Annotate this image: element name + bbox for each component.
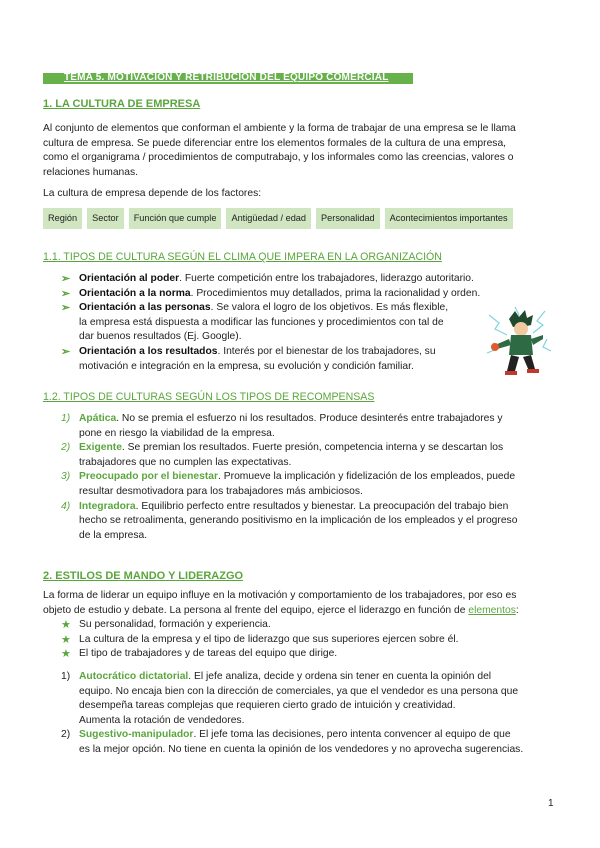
- star-bullet-icon: ★: [61, 633, 71, 646]
- item-text: La cultura de la empresa y el tipo de liderazgo que sus superiores ejercen sobre él.: [79, 633, 459, 645]
- star-bullet-icon: ★: [61, 619, 71, 631]
- item-text: hecho se retroalimenta, generando positivismo en la implicación de los empleados y el progreso: [79, 515, 518, 527]
- item-text: . El jefe toma las decisiones, pero intenta convencer al equipo de que: [193, 729, 511, 741]
- item-text: Su personalidad, formación y experiencia.: [79, 619, 271, 630]
- list-item: [61, 728, 561, 757]
- item-text: . Se premian los resultados. Fuerte presión, competencia interna y se descartan los: [121, 442, 504, 454]
- text-line: objeto de estudio y debate. La persona al frente del equipo, ejerce el liderazgo en función de: [43, 604, 469, 616]
- page-number: 1: [548, 798, 554, 809]
- item-number: 1): [61, 671, 71, 682]
- item-text: trabajadores que no cumplen las expectativas.: [79, 456, 292, 468]
- arrow-bullet-icon: ➢: [61, 302, 71, 315]
- item-text: resultar desmotivadora para los trabajadores más ambiciosos.: [79, 485, 363, 497]
- factors-tags: [43, 208, 513, 229]
- factor-tag: Personalidad: [316, 208, 380, 229]
- item-text: pone en riesgo la viabilidad de la empresa.: [79, 427, 275, 439]
- elementos-link[interactable]: elementos: [468, 604, 516, 616]
- item-number: 2): [61, 442, 71, 454]
- item-text: El tipo de trabajadores y de tareas del equipo que dirige.: [79, 648, 338, 660]
- section-1-intro: [43, 122, 558, 180]
- item-text: motivación e integración en la empresa, su evolución y condición familiar.: [79, 360, 414, 372]
- star-bullet-icon: ★: [61, 648, 71, 661]
- section-1-2-heading: 1.2. TIPOS DE CULTURAS SEGÚN LOS TIPOS DE RECOMPENSAS: [43, 391, 375, 403]
- item-number: 3): [61, 471, 71, 483]
- item-text: dar buenos resultados (Ej. Google).: [79, 331, 242, 343]
- item-text: . Fuerte competición entre los trabajadores, liderazgo autoritario.: [179, 273, 474, 284]
- factors-intro: La cultura de empresa depende de los factores:: [43, 188, 262, 199]
- character-illustration: [485, 305, 555, 377]
- section-2-heading: 2. ESTILOS DE MANDO Y LIDERAZGO: [43, 570, 244, 582]
- item-text: equipo. No encaja bien con la dirección de comerciales, ya que el vendedor es una persona que: [79, 685, 519, 697]
- document-title: TEMA 5. MOTIVACIÓN Y RETRIBUCIÓN DEL EQUIPO COMERCIAL: [64, 72, 389, 83]
- item-number: 4): [61, 500, 71, 512]
- text-line: Al conjunto de elementos que conforman el ambiente y la forma de trabajar de una empresa se le llama: [43, 123, 516, 134]
- list-item: [61, 272, 561, 287]
- text-line: como el organigrama / procedimientos de computrabajo, y los informales como las creencias, valores o: [43, 152, 514, 164]
- item-term: Apática: [79, 413, 117, 424]
- section-2-intro: [43, 589, 558, 618]
- item-term: Orientación a la norma: [79, 287, 191, 299]
- leadership-elements-list: [61, 618, 561, 662]
- item-text: . No se premia el esfuerzo ni los resultados. Produce desinterés entre trabajadores y: [116, 413, 503, 424]
- item-number: 2): [61, 729, 71, 741]
- item-text: . Promueve la implicación y fidelización de los empleados, puede: [218, 471, 516, 483]
- item-text: es la mejor opción. No tiene en cuenta la opinión de los vendedores y no aprovecha sugerencias.: [79, 743, 524, 755]
- item-text: . Procedimientos muy detallados, prima la racionalidad y orden.: [190, 287, 481, 299]
- leadership-styles-list: [61, 670, 561, 758]
- list-item: [61, 500, 561, 544]
- factor-tag: Sector: [87, 208, 124, 229]
- list-item: [61, 441, 561, 470]
- text-line: cultura de empresa. Se puede diferenciar entre los elementos formales de la cultura de una empresa,: [43, 137, 507, 149]
- item-text: . Interés por el bienestar de los trabajadores, su: [217, 345, 436, 357]
- item-text: desempeña tareas complejas que requieren cierto grado de intuición y creatividad.: [79, 700, 456, 712]
- item-term: Orientación a los resultados: [79, 345, 218, 357]
- text-punct: :: [515, 604, 519, 616]
- item-term: Orientación al poder: [79, 273, 180, 284]
- item-term: Exigente: [79, 442, 122, 454]
- arrow-bullet-icon: ➢: [61, 273, 71, 285]
- factor-tag: Acontecimientos importantes: [385, 208, 513, 229]
- item-text: Aumenta la rotación de vendedores.: [79, 714, 245, 726]
- section-1-1-heading: 1.1. TIPOS DE CULTURA SEGÚN EL CLIMA QUE IMPERA EN LA ORGANIZACIÓN: [43, 251, 442, 263]
- text-line: relaciones humanas.: [43, 166, 139, 178]
- arrow-bullet-icon: ➢: [61, 287, 71, 300]
- factor-tag: Región: [43, 208, 82, 229]
- item-term: Sugestivo-manipulador: [79, 729, 194, 741]
- arrow-bullet-icon: ➢: [61, 345, 71, 358]
- list-item: [61, 470, 561, 499]
- section-1-heading: 1. LA CULTURA DE EMPRESA: [43, 98, 201, 110]
- item-text: . El jefe analiza, decide y ordena sin tener en cuenta la opinión del: [188, 671, 492, 682]
- item-text: . Se valora el logro de los objetivos. Es más flexible,: [210, 302, 449, 314]
- item-term: Autocrático dictatorial: [79, 671, 189, 682]
- list-item: [61, 412, 561, 441]
- item-number: 1): [61, 413, 71, 424]
- factor-tag: Antigüedad / edad: [226, 208, 311, 229]
- rewards-list: [61, 412, 561, 543]
- item-text: la empresa está dispuesta a modificar las funciones y procedimientos con tal de: [79, 316, 444, 328]
- list-item: [61, 287, 561, 302]
- list-item: [61, 633, 561, 648]
- list-item: [61, 647, 561, 662]
- list-item: [61, 670, 561, 728]
- item-text: . Equilibrio perfecto entre resultados y bienestar. La preocupación del trabajo bien: [135, 500, 509, 512]
- factor-tag: Función que cumple: [129, 208, 222, 229]
- item-term: Integradora: [79, 500, 136, 512]
- text-line: La forma de liderar un equipo influye en la motivación y comportamiento de los trabajadores, por eso es: [43, 590, 517, 601]
- item-term: Preocupado por el bienestar: [79, 471, 219, 483]
- list-item: [61, 618, 561, 633]
- item-term: Orientación a las personas: [79, 302, 211, 314]
- item-text: de la empresa.: [79, 529, 148, 541]
